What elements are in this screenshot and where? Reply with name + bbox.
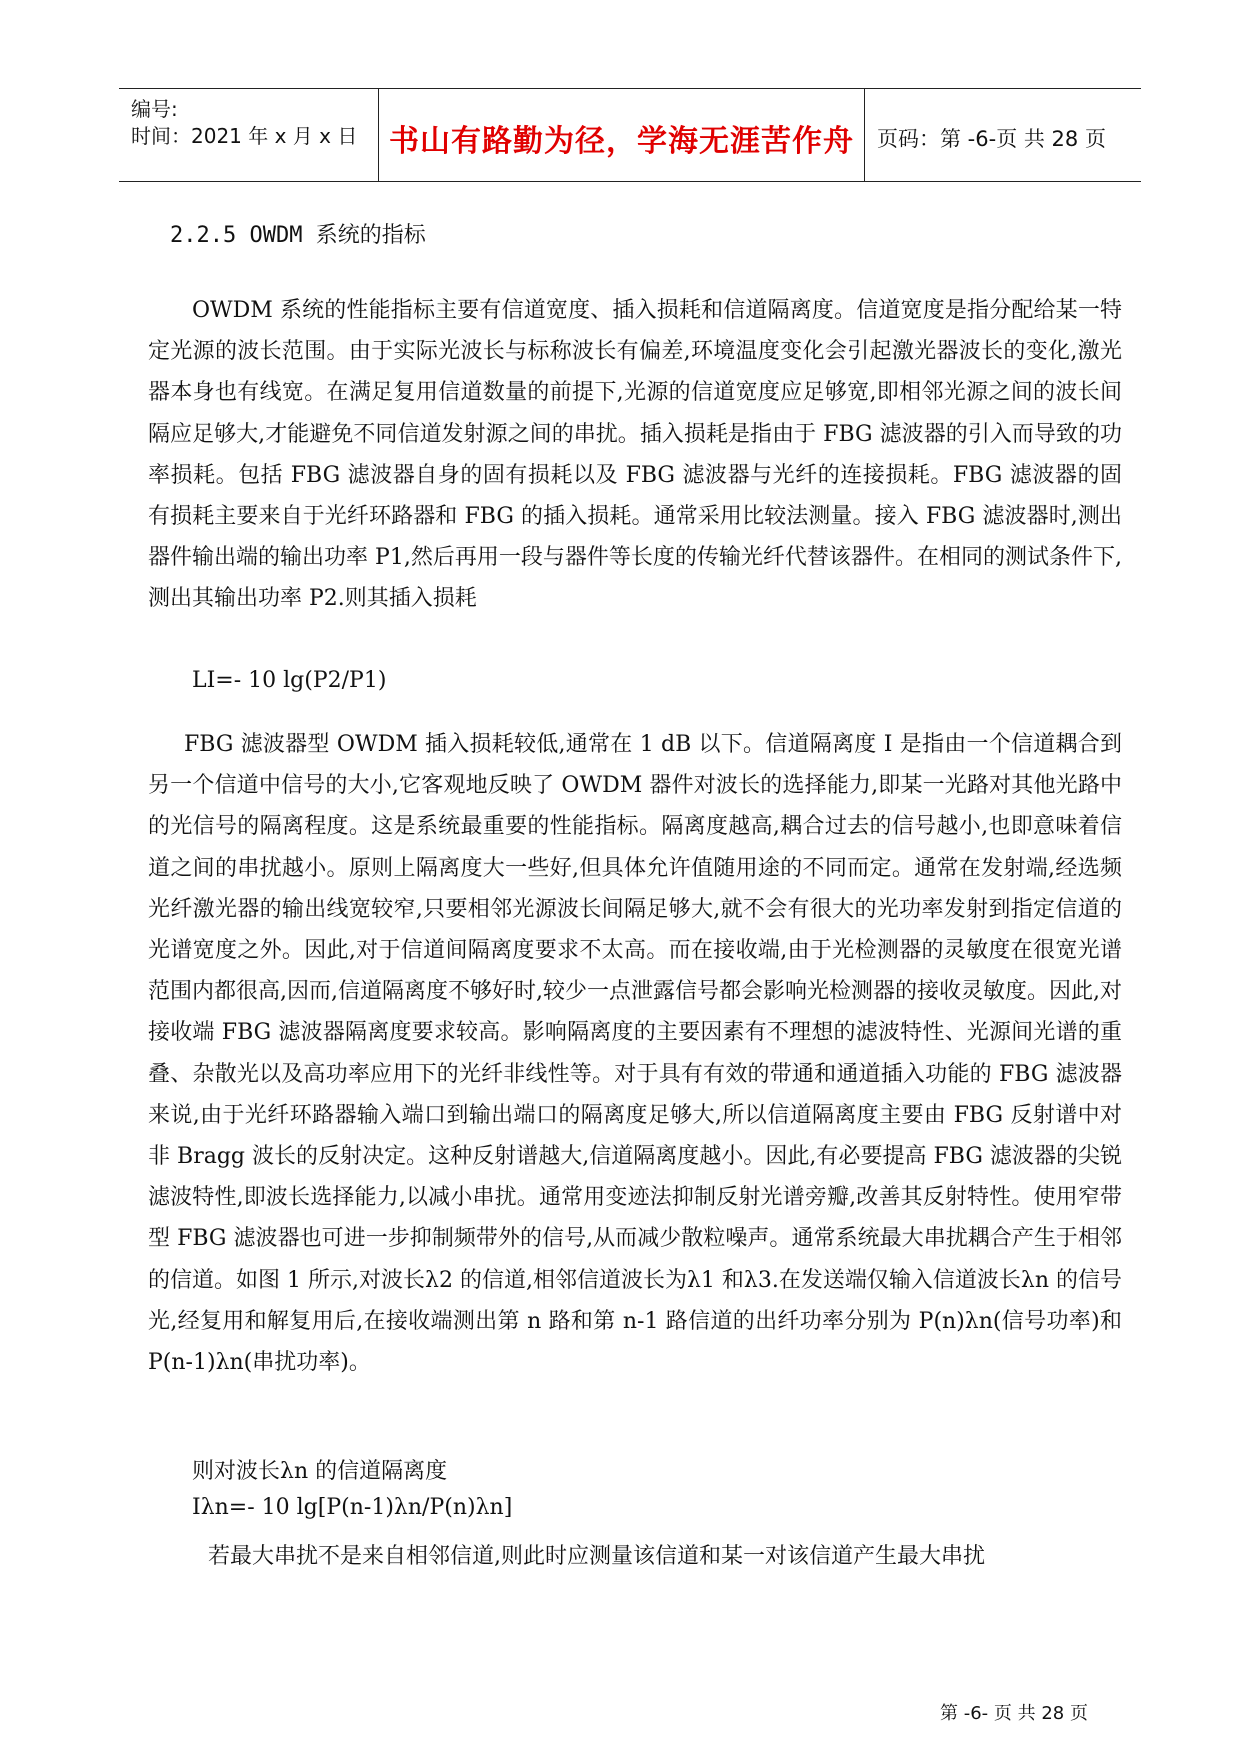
page-footer: 第 -6- 页 共 28 页 (940, 1703, 1088, 1724)
section-title: 2.2.5 OWDM 系统的指标 (170, 223, 426, 248)
document-date-label: 时间：2021 年 x 月 x 日 (131, 124, 358, 148)
header-motto-cell (379, 89, 865, 181)
formula-insertion-loss: LI=- 10 lg(P2/P1) (192, 668, 387, 693)
paragraph-text: FBG 滤波器型 OWDM 插入损耗较低,通常在 1 dB 以下。信道隔离度 I 是指由一个信道耦合到另一个信道中信号的大小,它客观地反映了 OWDM 器件对波长的选择能力,即某一光路对其他光路中的光信号的隔离程度。这是系统最重要的性能指标。隔离度越高,耦合过去的信号越小,也即意味着信道之间的串扰越小。原则上隔离度大一些好,但具体允许值随用途的不同而定。通常在发射端,经选频光纤激光器的输出线宽较窄,只要相邻光源波长间隔足够大,就不会有很大的光功率发射到指定信道的光谱宽度之外。因此,对于信道间隔离度要求不太高。而在接收端,由于光检测器的灵敏度在很宽光谱范围内都很高,因而,信道隔离度不够好时,较少一点泄露信号都会影响光检测器的接收灵敏度。因此,对接收端 FBG 滤波器隔离度要求较高。影响隔离度的主要因素有不理想的滤波特性、光源间光谱的重叠、杂散光以及高功率应用下的光纤非线性等。对于具有有效的带通和通道插入功能的 FBG 滤波器来说,由于光纤环路器输入端口到输出端口的隔离度足够大,所以信道隔离度主要由 FBG 反射谱中对非 Bragg 波长的反射决定。这种反射谱越大,信道隔离度越小。因此,有必要提高 FBG 滤波器的尖锐滤波特性,即波长选择能力,以减小串扰。通常用变迹法抑制反射光谱旁瓣,改善其反射特性。使用窄带型 FBG 滤波器也可进一步抑制频带外的信号,从而减少散粒噪声。通常系统最大串扰耦合产生于相邻的信道。如图 1 所示,对波长λ2 的信道,相邻信道波长为λ1 和λ3.在发送端仅输入信道波长λn 的信号光,经复用和解复用后,在接收端测出第 n 路和第 n-1 路信道的出纤功率分别为 P(n)λn(信号功率)和 P(n-1)λn(串扰功率)。 (148, 732, 1122, 1376)
formula-channel-isolation: Iλn=- 10 lg[P(n-1)λn/P(n)λn] (192, 1495, 513, 1520)
header-page-number: 页码：第 -6-页 共 28 页 (877, 127, 1106, 151)
header-info-cell (119, 89, 379, 181)
body-paragraph-1 (148, 290, 1122, 620)
body-paragraph-3: 则对波长λn 的信道隔离度 (192, 1459, 448, 1484)
document-number-label: 编号: (131, 97, 178, 121)
body-paragraph-4: 若最大串扰不是来自相邻信道,则此时应测量该信道和某一对该信道产生最大串扰 (208, 1544, 985, 1569)
header-page-cell (865, 89, 1141, 181)
page-header (119, 88, 1141, 182)
paragraph-text: OWDM 系统的性能指标主要有信道宽度、插入损耗和信道隔离度。信道宽度是指分配给某一特定光源的波长范围。由于实际光波长与标称波长有偏差,环境温度变化会引起激光器波长的变化,激光器本身也有线宽。在满足复用信道数量的前提下,光源的信道宽度应足够宽,即相邻光源之间的波长间隔应足够大,才能避免不同信道发射源之间的串扰。插入损耗是指由于 FBG 滤波器的引入而导致的功率损耗。包括 FBG 滤波器自身的固有损耗以及 FBG 滤波器与光纤的连接损耗。FBG 滤波器的固有损耗主要来自于光纤环路器和 FBG 的插入损耗。通常采用比较法测量。接入 FBG 滤波器时,测出器件输出端的输出功率 P1,然后再用一段与器件等长度的传输光纤代替该器件。在相同的测试条件下,测出其输出功率 P2.则其插入损耗 (148, 298, 1122, 612)
header-motto: 书山有路勤为径，学海无涯苦作舟 (389, 124, 854, 159)
body-paragraph-2 (148, 702, 1122, 1405)
